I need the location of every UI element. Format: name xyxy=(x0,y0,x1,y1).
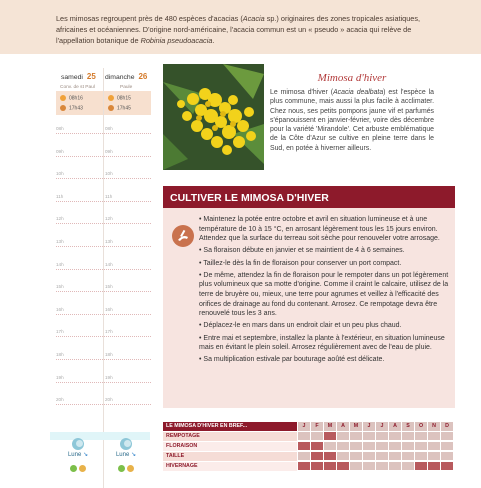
hour-label: 19h xyxy=(105,374,113,380)
month-cell-active xyxy=(428,462,441,471)
moon-saturday: Lune ↘ xyxy=(63,438,93,477)
month-cell xyxy=(389,442,402,451)
hour-label: 14h xyxy=(56,261,64,267)
leaf-icon xyxy=(118,465,125,472)
month-cell xyxy=(298,452,311,461)
month-cell xyxy=(402,462,415,471)
section-title: CULTIVER LE MIMOSA D'HIVER xyxy=(170,192,329,204)
month-cell xyxy=(441,452,454,461)
hour-label: 10h xyxy=(105,171,113,177)
month-cell-active xyxy=(298,462,311,471)
hour-label: 14h xyxy=(105,261,113,267)
hour-label: 20h xyxy=(56,397,64,403)
hour-line xyxy=(56,200,151,202)
hour-label: 19h xyxy=(56,374,64,380)
month-header: J xyxy=(376,422,389,431)
month-header: D xyxy=(441,422,454,431)
hour-label: 12h xyxy=(105,216,113,222)
month-cell xyxy=(350,432,363,441)
hour-label: 13h xyxy=(56,239,64,244)
month-cell xyxy=(415,432,428,441)
fruit-icon xyxy=(79,465,86,472)
month-header: M xyxy=(350,422,363,431)
month-header: O xyxy=(415,422,428,431)
day-planner xyxy=(56,66,151,466)
hour-label: 17h xyxy=(105,329,113,335)
hour-line xyxy=(56,132,151,134)
moon-icon xyxy=(120,438,132,450)
month-cell-active xyxy=(415,462,428,471)
month-cell xyxy=(402,432,415,441)
care-tip: • Taillez-le dès la fin de floraison pour conserver un port compact. xyxy=(199,259,449,269)
month-cell xyxy=(337,432,350,441)
month-cell-active xyxy=(324,432,337,441)
month-cell xyxy=(311,432,324,441)
month-header: J xyxy=(363,422,376,431)
care-tip: • Maintenez la potée entre octobre et avril en situation lumineuse et à une température de 10 à 15 °C, en arrosant légèrement tous les 15 jours environ. Attendez que la surface du terreau soit sèche pour renouveler votre arrosage. xyxy=(199,215,449,244)
hour-label: 09h xyxy=(56,148,64,154)
month-cell xyxy=(428,432,441,441)
sunset-icon xyxy=(108,105,114,111)
month-header: A xyxy=(389,422,402,431)
sun-times-sunday: 08h15 17h45 xyxy=(104,91,151,115)
care-tip: • Sa floraison débute en janvier et se maintient de 4 à 6 semaines. xyxy=(199,246,449,256)
intro-band xyxy=(0,0,481,54)
hour-label: 11h xyxy=(56,193,64,199)
task-label: TAILLE xyxy=(163,452,297,461)
month-cell xyxy=(389,462,402,471)
hour-label: 08h xyxy=(56,126,64,131)
month-header: M xyxy=(324,422,337,431)
hour-label: 11h xyxy=(105,193,113,199)
hour-label: 18h xyxy=(105,352,113,357)
month-cell xyxy=(363,432,376,441)
summary-table xyxy=(163,422,455,475)
moon-icon xyxy=(72,438,84,450)
hour-line xyxy=(56,177,151,179)
hour-label: 18h xyxy=(56,352,64,357)
hour-label: 12h xyxy=(56,216,64,222)
hour-line xyxy=(56,290,151,292)
month-cell xyxy=(363,452,376,461)
month-cell xyxy=(415,452,428,461)
month-cell xyxy=(376,432,389,441)
month-cell-active xyxy=(311,452,324,461)
month-cell-active xyxy=(311,442,324,451)
month-header: S xyxy=(402,422,415,431)
sunrise-icon xyxy=(60,95,66,101)
table-title: LE MIMOSA D'HIVER EN BREF... xyxy=(163,422,297,431)
care-tips-list xyxy=(199,215,449,367)
hour-line xyxy=(56,313,151,315)
moon-sunday: Lune ↘ xyxy=(111,438,141,477)
month-cell xyxy=(376,462,389,471)
hour-label: 09h xyxy=(105,148,113,154)
month-cell-active xyxy=(298,442,311,451)
fruit-icon xyxy=(127,465,134,472)
month-cell xyxy=(324,442,337,451)
month-cell xyxy=(415,442,428,451)
month-cell xyxy=(350,462,363,471)
month-cell-active xyxy=(311,462,324,471)
saint-saturday: Conv. de st Paul xyxy=(60,85,95,90)
month-cell xyxy=(363,442,376,451)
care-tip: • Sa multiplication estivale par bouturage aoûté est délicate. xyxy=(199,355,449,365)
hour-label: 16h xyxy=(105,306,113,312)
sun-times-saturday: 08h16 17h43 xyxy=(56,91,103,115)
hour-line xyxy=(56,335,151,337)
hour-line xyxy=(56,245,151,247)
hour-line xyxy=(56,222,151,224)
month-cell xyxy=(350,452,363,461)
hour-line xyxy=(56,358,151,360)
month-cell xyxy=(441,442,454,451)
day-header-sunday: dimanche 26 xyxy=(105,72,148,81)
hour-label: 20h xyxy=(105,397,113,403)
care-tip: • Déplacez-le en mars dans un endroit clair et un peu plus chaud. xyxy=(199,321,449,331)
month-cell xyxy=(376,442,389,451)
mimosa-illustration xyxy=(163,64,264,170)
hour-line xyxy=(56,155,151,157)
hour-label: 10h xyxy=(56,171,64,177)
hour-label: 17h xyxy=(56,329,64,335)
cultivation-section xyxy=(163,186,455,408)
month-header: A xyxy=(337,422,350,431)
hour-label: 15h xyxy=(56,284,64,290)
month-cell xyxy=(428,452,441,461)
hour-label: 13h xyxy=(105,239,113,244)
month-cell-active xyxy=(324,452,337,461)
month-cell xyxy=(428,442,441,451)
mimosa-photo xyxy=(163,64,264,170)
hour-label: 15h xyxy=(105,284,113,290)
month-cell xyxy=(298,432,311,441)
month-cell xyxy=(363,462,376,471)
month-cell xyxy=(402,442,415,451)
task-label: HIVERNAGE xyxy=(163,462,297,471)
month-header: N xyxy=(428,422,441,431)
month-cell xyxy=(389,452,402,461)
month-header: F xyxy=(311,422,324,431)
mimosa-title: Mimosa d'hiver xyxy=(317,72,387,84)
hour-line xyxy=(56,268,151,270)
month-cell-active xyxy=(324,462,337,471)
mimosa-description: Le mimosa d'hiver (Acacia dealbata) est l'espèce la plus commune, mais aussi la plus facile à acclimater. Chez nous, ses petits pompons jaune vif et parfumés s'épanouissent en janvier-février, voire dès décembre pour la variété 'Mirandole'. Cet arbuste emblématique de la Côte d'Azur se cultive en pleine terre dans le Sud, en potée à hiverner ailleurs. xyxy=(270,89,434,152)
month-cell xyxy=(376,452,389,461)
sunset-icon xyxy=(60,105,66,111)
care-tip: • De même, attendez la fin de floraison pour le rempoter dans un pot légèrement plus volumineux que sa motte d'origine. Comme il craint le calcaire, utilisez de la terre de bruyère ou, mieux, une terre pour agrumes et veillez à l'efficacité des orifices de drainage au fond du contenant. Arrosez. Ce rempotage devra être renouvelé tous les 3 ans. xyxy=(199,271,449,319)
month-cell-active xyxy=(441,462,454,471)
care-tip: • Entre mai et septembre, installez la plante à l'extérieur, en situation lumineuse mais en évitant le plein soleil. Arrosez régulièrement avec de l'eau de pluie. xyxy=(199,334,449,353)
month-cell xyxy=(337,452,350,461)
hour-label: 08h xyxy=(105,126,113,131)
gardening-tool-icon xyxy=(172,225,194,247)
month-cell xyxy=(441,432,454,441)
hour-line xyxy=(56,403,151,405)
month-header: J xyxy=(298,422,311,431)
section-header xyxy=(163,186,455,208)
sunrise-icon xyxy=(108,95,114,101)
month-cell xyxy=(402,452,415,461)
intro-text: Les mimosas regroupent près de 480 espèces d'acacias (Acacia sp.) originaires des zones tropicales asiatiques, africaines et océaniennes. D'origine nord-américaine, l'acacia commun est un « pseudo » acacia qui relève de l'appellation botanique de Robinia pseudoacacia. xyxy=(56,14,421,45)
task-label: REMPOTAGE xyxy=(163,432,297,441)
task-label: FLORAISON xyxy=(163,442,297,451)
hour-label: 16h xyxy=(56,306,64,312)
saint-sunday: Paule xyxy=(120,85,133,90)
day-header-saturday: samedi 25 xyxy=(61,72,96,81)
leaf-icon xyxy=(70,465,77,472)
hour-line xyxy=(56,381,151,383)
month-cell xyxy=(389,432,402,441)
month-cell-active xyxy=(337,462,350,471)
month-cell xyxy=(350,442,363,451)
month-cell xyxy=(337,442,350,451)
planner-divider xyxy=(103,68,104,488)
